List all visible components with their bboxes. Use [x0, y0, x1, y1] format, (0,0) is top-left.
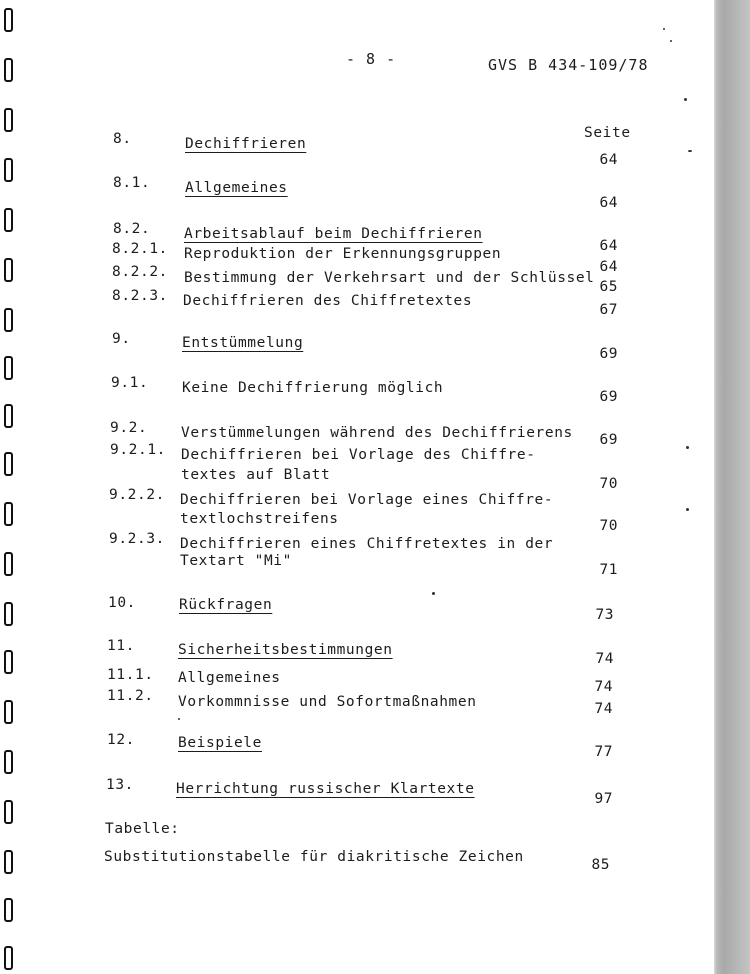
punch-hole	[4, 356, 13, 380]
table-label: Tabelle:	[105, 821, 180, 837]
toc-page: 64	[599, 152, 618, 168]
punch-hole	[4, 502, 13, 526]
toc-title: Dechiffrieren bei Vorlage des Chiffre-	[181, 447, 536, 463]
toc-title: Reproduktion der Erkennungsgruppen	[184, 246, 502, 262]
toc-title: Dechiffrieren eines Chiffretextes in der	[180, 536, 554, 552]
toc-title: Keine Dechiffrierung möglich	[182, 380, 444, 396]
toc-page: 74	[595, 651, 614, 667]
toc-title: Beispiele	[178, 735, 262, 751]
toc-page: 77	[594, 744, 613, 760]
toc-page: 74	[594, 679, 613, 695]
toc-page: 69	[599, 346, 618, 362]
toc-number: 8.2.1.	[112, 241, 168, 257]
punch-hole	[4, 404, 13, 428]
toc-title: Allgemeines	[185, 180, 288, 196]
toc-number: 12.	[107, 732, 135, 748]
column-header-seite: Seite	[584, 125, 631, 141]
toc-number: 13.	[106, 777, 134, 793]
toc-title: Herrichtung russischer Klartexte	[176, 781, 475, 797]
toc-page: 64	[599, 259, 618, 275]
toc-number: 8.2.3.	[112, 288, 168, 304]
punch-hole	[4, 800, 13, 824]
document-id: GVS B 434-109/78	[488, 56, 649, 74]
table-entry: Substitutionstabelle für diakritische Zeichen	[104, 849, 524, 865]
toc-title: Vorkommnisse und Sofortmaßnahmen	[178, 694, 477, 710]
punch-hole	[4, 208, 13, 232]
toc-number: 8.	[113, 131, 132, 147]
toc-page: 69	[599, 432, 618, 448]
punch-hole	[4, 58, 13, 82]
punch-hole	[4, 552, 13, 576]
page-number: - 8 -	[346, 50, 397, 68]
punch-hole	[4, 452, 13, 476]
toc-title: Dechiffrieren	[185, 136, 307, 152]
toc-title: Dechiffrieren bei Vorlage eines Chiffre-	[180, 492, 554, 508]
punch-hole	[4, 258, 13, 282]
toc-page: 64	[599, 238, 618, 254]
punch-hole	[4, 8, 13, 32]
punch-hole	[4, 898, 13, 922]
toc-number: 9.2.3.	[109, 531, 165, 547]
toc-number: 11.2.	[107, 688, 154, 704]
toc-number: 8.2.2.	[112, 264, 168, 280]
toc-title: Sicherheitsbestimmungen	[178, 642, 393, 658]
table-entry-page: 85	[591, 857, 610, 873]
toc-title-continued: textlochstreifens	[180, 511, 339, 527]
toc-title: Bestimmung der Verkehrsart und der Schlüssel	[184, 270, 595, 286]
punch-hole	[4, 700, 13, 724]
toc-page: 73	[595, 607, 614, 623]
toc-title: Allgemeines	[178, 670, 281, 686]
toc-number: 11.1.	[107, 667, 154, 683]
toc-number: 8.1.	[113, 175, 151, 191]
toc-number: 8.2.	[113, 221, 151, 237]
toc-page: 70	[599, 518, 618, 534]
toc-title-continued: Textart "Mi"	[180, 553, 292, 569]
punch-hole	[4, 650, 13, 674]
toc-number: 9.1.	[111, 375, 149, 391]
toc-number: 9.	[112, 331, 131, 347]
punch-hole	[4, 946, 13, 970]
punch-hole	[4, 308, 13, 332]
toc-number: 9.2.1.	[110, 442, 166, 458]
toc-page: 67	[599, 302, 618, 318]
toc-page: 65	[599, 279, 618, 295]
toc-title: Dechiffrieren des Chiffretextes	[183, 293, 473, 309]
punch-hole	[4, 602, 13, 626]
punch-hole	[4, 158, 13, 182]
punch-hole	[4, 108, 13, 132]
toc-title: Entstümmelung	[182, 335, 304, 351]
punch-hole	[4, 850, 13, 874]
punch-hole	[4, 750, 13, 774]
toc-page: 69	[599, 389, 618, 405]
toc-title: Rückfragen	[179, 597, 273, 613]
toc-page: 74	[594, 701, 613, 717]
toc-title-continued: textes auf Blatt	[181, 467, 331, 483]
toc-title: Arbeitsablauf beim Dechiffrieren	[184, 226, 483, 242]
toc-page: 64	[599, 195, 618, 211]
toc-number: 10.	[108, 595, 136, 611]
toc-page: 70	[599, 476, 618, 492]
toc-number: 11.	[107, 638, 135, 654]
toc-number: 9.2.2.	[109, 487, 165, 503]
toc-page: 97	[594, 791, 613, 807]
toc-page: 71	[599, 562, 618, 578]
toc-number: 9.2.	[110, 420, 148, 436]
toc-title: Verstümmelungen während des Dechiffrierens	[181, 425, 573, 441]
scan-edge	[714, 0, 750, 974]
